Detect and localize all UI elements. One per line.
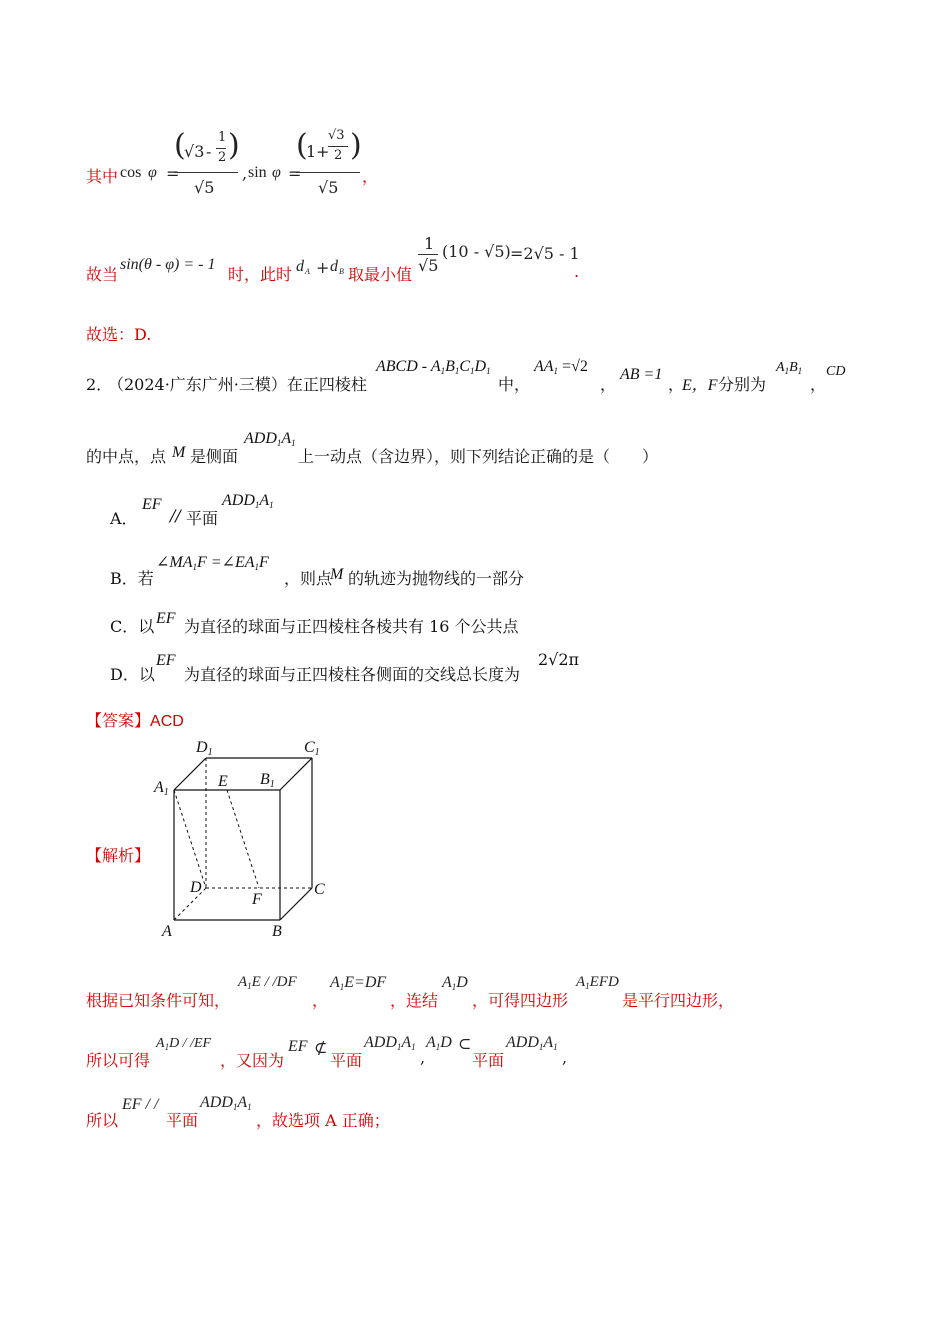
p1-a: 根据已知条件可知， <box>86 991 231 1010</box>
p2-ef: EF <box>288 1038 308 1055</box>
prism-b: B <box>445 358 455 375</box>
comma: ， <box>600 375 617 394</box>
sub: 1 <box>269 500 274 510</box>
a: A <box>156 1036 165 1051</box>
t: EFD <box>589 974 619 990</box>
answer-value: ACD <box>150 713 184 730</box>
sub: 1 <box>470 366 475 376</box>
prism-name <box>376 358 491 376</box>
frac-den-sqrt5: √5 <box>194 178 215 197</box>
a: A <box>281 430 292 447</box>
sub: 1 <box>247 1102 252 1112</box>
add: ADD <box>222 492 255 509</box>
sub: 1 <box>254 562 260 572</box>
text-plus: + <box>316 258 330 277</box>
frac2-one: 1 <box>306 142 317 161</box>
p2-sub: ⊂ <box>458 1034 472 1053</box>
b: B <box>789 360 798 375</box>
p1-c4: 是平行四边形， <box>622 991 735 1010</box>
option-a-face <box>222 492 274 510</box>
sub-b: B <box>339 267 344 276</box>
question-number: 2． <box>86 375 113 394</box>
comma: ， <box>668 375 685 394</box>
option-a-plane: 平面 <box>186 509 219 528</box>
analysis-tag: 【解析】 <box>86 846 151 865</box>
p1-c2: ，连结 <box>390 991 439 1010</box>
text-prefix-2: 故当 <box>86 265 119 284</box>
frac2-sqrt3: √3 <box>328 128 345 143</box>
p1-e4 <box>576 974 619 991</box>
sub: 1 <box>451 982 457 992</box>
sub: 1 <box>440 366 446 376</box>
text-dot: . <box>574 262 580 281</box>
a: A <box>401 1034 412 1051</box>
text-cos: cos <box>120 164 142 181</box>
p3-a: 所以 <box>86 1111 119 1130</box>
p3-ef: EF / / <box>122 1096 159 1113</box>
p2-e1 <box>156 1036 211 1052</box>
frac2-two: 2 <box>334 148 343 163</box>
a: A <box>259 492 270 509</box>
frac2-den: √5 <box>318 178 339 197</box>
sub: 1 <box>247 981 252 991</box>
seg-a1d <box>174 790 206 888</box>
add: ADD <box>364 1034 397 1051</box>
sub: 1 <box>585 981 590 991</box>
label-f: F <box>252 891 262 908</box>
sub: 1 <box>553 1042 558 1052</box>
p2-c3: , <box>562 1048 568 1067</box>
t: D <box>456 974 468 991</box>
t: D <box>440 1034 452 1051</box>
text-line2a: 的中点，点 <box>86 447 167 466</box>
expr-result: =2√5 - 1 <box>510 244 580 263</box>
text-comma: , <box>242 164 248 183</box>
edge-bc <box>280 888 312 920</box>
t: E / /DF <box>251 974 297 990</box>
sub: 1 <box>411 1042 416 1052</box>
p3-face <box>200 1094 252 1112</box>
a: A <box>776 360 785 375</box>
option-b-expr <box>156 552 269 572</box>
answer-line <box>86 708 184 731</box>
comma: ， <box>810 375 827 394</box>
p1-e3 <box>442 974 468 992</box>
proof-line2 <box>86 1032 786 1068</box>
point-m: M <box>172 444 186 461</box>
answer-tag: 【答案】 <box>86 711 151 730</box>
frac-num: 1 <box>424 234 435 253</box>
p2-ns: ⊄ <box>314 1038 328 1057</box>
label-c: C <box>314 881 325 898</box>
sub: 1 <box>276 438 282 448</box>
frac-half-den: 2 <box>218 150 227 165</box>
text-mid: 时，此时 <box>228 265 293 284</box>
var-db: d <box>330 258 338 275</box>
label-e: E <box>218 773 228 790</box>
t: D / /EF <box>169 1036 212 1051</box>
text-line2b: 是侧面 <box>190 447 239 466</box>
label-d: D <box>190 879 202 896</box>
sub: 1 <box>291 438 296 448</box>
a: A <box>238 974 248 990</box>
sub: 1 <box>784 366 790 376</box>
option-d-val: 2√2π <box>538 650 580 669</box>
sub: 1 <box>192 562 198 572</box>
sub: 1 <box>797 366 803 376</box>
sub: 1 <box>486 366 491 376</box>
p2-face2 <box>506 1034 558 1052</box>
option-d-text: 为直径的球面与正四棱柱各侧面的交线总长度为 <box>184 665 521 684</box>
expr-aa1 <box>534 358 588 376</box>
label-c1: C1 <box>304 739 320 758</box>
option-d-label: D．以 <box>110 665 155 684</box>
option-c-label: C．以 <box>110 617 155 636</box>
a: A <box>237 1094 248 1111</box>
a: A <box>330 974 340 991</box>
expr-a1b1 <box>776 360 802 376</box>
option-b-tail2: 的轨迹为抛物线的一部分 <box>348 569 525 588</box>
text-eq: = <box>166 164 180 183</box>
p2-c2: , <box>420 1048 426 1067</box>
proof-line3 <box>86 1092 586 1128</box>
seg-ef <box>227 790 259 888</box>
option-a-label: A． <box>110 509 138 528</box>
text-fb: 分别为 <box>718 375 767 394</box>
p1-e1 <box>238 974 297 991</box>
face-add1a1 <box>244 430 296 448</box>
p1-c1: ， <box>312 991 329 1010</box>
e1: ∠MA <box>156 554 193 571</box>
a: A <box>576 974 586 990</box>
text-sin: sin <box>248 164 267 181</box>
text-prefix: 其中 <box>86 167 119 186</box>
p2-plane2: 平面 <box>472 1051 505 1070</box>
sub: 1 <box>553 366 559 376</box>
t: E=DF <box>344 974 387 991</box>
e3: F <box>259 554 269 571</box>
add: ADD <box>244 430 277 447</box>
p3-plane: 平面 <box>166 1111 199 1130</box>
expr-sin: sin(θ - φ) = - 1 <box>120 256 216 273</box>
prism-c: C <box>459 358 471 375</box>
add: ADD <box>200 1094 233 1111</box>
prism-a: ABCD - A <box>376 358 441 375</box>
aa: AA <box>534 358 554 375</box>
label-b1: B1 <box>260 771 275 790</box>
p1-c3: ，可得四边形 <box>472 991 569 1010</box>
fraction-cos: ( √3 - 1 2 ) √5 <box>174 128 240 197</box>
sub: 1 <box>164 1042 170 1052</box>
question-source: （2024·广东广州·三模）在正四棱柱 <box>108 375 367 394</box>
text-choice: 故选：D. <box>86 325 152 344</box>
p2-a: 所以可得 <box>86 1051 151 1070</box>
sub-a: A <box>305 267 310 276</box>
p2-face1 <box>364 1034 416 1052</box>
label-a1: A1 <box>154 779 169 798</box>
text-phi: φ <box>148 164 157 181</box>
text-mid2: 取最小值 <box>348 265 413 284</box>
option-b-m: M <box>330 566 344 583</box>
text-zhong: 中， <box>498 375 531 394</box>
add: ADD <box>506 1034 539 1051</box>
prism-d: D <box>474 358 487 375</box>
proof-line1 <box>86 972 786 1008</box>
sub: 1 <box>232 1102 238 1112</box>
fraction-sin: ( 1 + √3 2 ) √5 <box>296 128 362 197</box>
text-line2c: 上一动点（含边界），则下列结论正确的是（ ） <box>298 447 659 466</box>
label-d1: D1 <box>196 739 213 758</box>
a: A <box>442 974 452 991</box>
p2-e2 <box>426 1034 452 1052</box>
sub: 1 <box>435 1042 441 1052</box>
sub: 1 <box>454 366 460 376</box>
label-a: A <box>162 923 172 940</box>
option-b-tail1: ，则点 <box>284 569 333 588</box>
expr-ab: AB =1 <box>620 366 663 383</box>
option-c-ef: EF <box>156 610 176 627</box>
sub: 1 <box>538 1042 544 1052</box>
option-c-text: 为直径的球面与正四棱柱各棱共有 16 个公共点 <box>184 617 519 636</box>
sub: 1 <box>254 500 260 510</box>
sub: 1 <box>339 982 345 992</box>
edge-c1b1 <box>280 758 312 790</box>
expr-paren: (10 - √5) <box>442 242 511 261</box>
aa-eq: =√2 <box>558 358 588 375</box>
label-b: B <box>272 923 282 940</box>
e2: F =∠EA <box>197 554 255 571</box>
p1-e2 <box>330 974 386 992</box>
text-eq-2: = <box>288 164 302 183</box>
expr-ef: E，F <box>682 377 718 394</box>
question-2-line1 <box>86 358 866 394</box>
a: A <box>543 1034 554 1051</box>
var-da: d <box>296 258 304 275</box>
expr-cd: CD <box>826 364 846 379</box>
prism-figure <box>150 736 350 946</box>
p2-plane1: 平面 <box>330 1051 363 1070</box>
frac-minus: - <box>206 142 212 161</box>
edge-a1d1 <box>174 758 206 790</box>
frac-half-num: 1 <box>218 130 227 145</box>
a: A <box>426 1034 436 1051</box>
p3-tail: ，故选项 A 正确； <box>256 1111 390 1130</box>
text-phi-2: φ <box>272 164 281 181</box>
frac-den: √5 <box>418 256 439 275</box>
p2-c1: ，又因为 <box>220 1051 285 1070</box>
frac2-plus: + <box>316 142 330 161</box>
option-b-label: B．若 <box>110 569 154 588</box>
sub: 1 <box>396 1042 402 1052</box>
option-a-par: // <box>170 506 181 525</box>
text-tail: ， <box>362 167 379 186</box>
option-d-ef: EF <box>156 652 176 669</box>
option-a-ef: EF <box>142 496 162 513</box>
frac-sqrt3: √3 <box>184 142 205 161</box>
